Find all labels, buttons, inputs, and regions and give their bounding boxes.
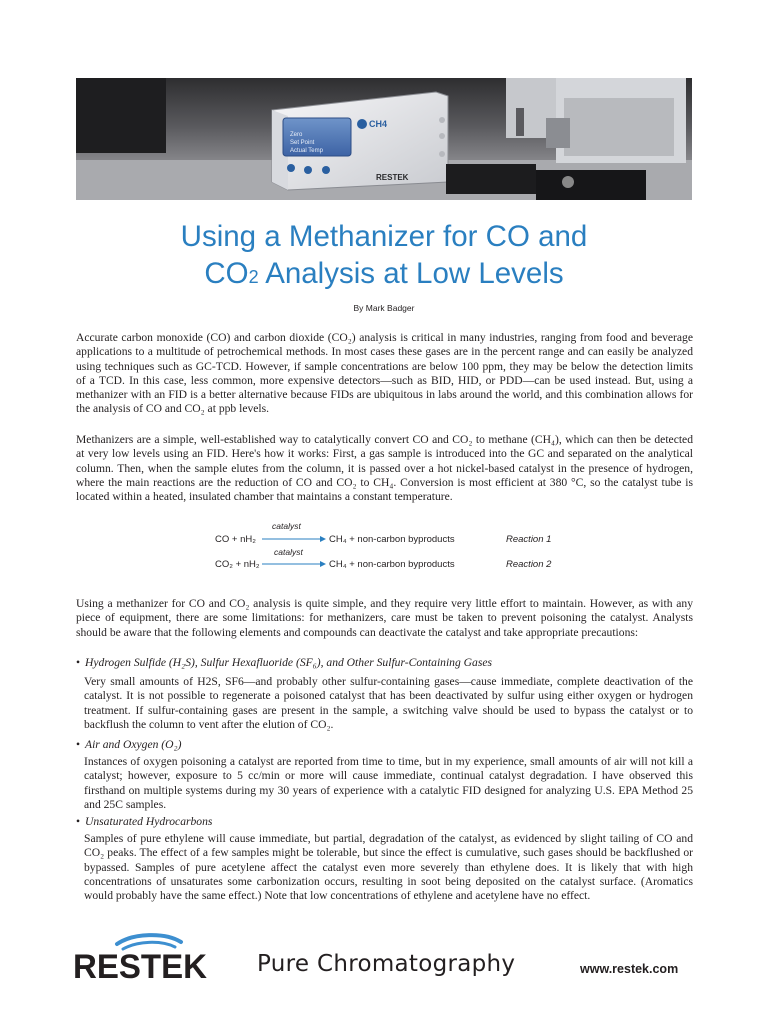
svg-text:RESTEK: RESTEK [376,173,409,182]
bullet-heading-hydrocarbons: • Unsaturated Hydrocarbons [76,815,213,828]
page-title [0,218,768,296]
reaction-2-products: CH₄ + non-carbon byproducts [329,559,455,570]
bullet-body-oxygen: Instances of oxygen poisoning a catalyst are reported from time to time, but in my experience, small amounts of air will not kill a catalyst; however, exposure to 5 cc/min or more will cause immediate, continual catalyst degradation. I have observed this firsthand on multiple systems during my 30 years of experience with a catalytic FID designed for analyzing U.S. EPA Method 25 and 25C samples. [84,755,693,811]
reaction-2-reactants: CO₂ + nH₂ [215,559,260,570]
reaction-1-reactants: CO + nH₂ [215,534,256,545]
paragraph-limitations: Using a methanizer for CO and CO₂ analysis is quite simple, and they require very little effort to maintain. However, as with any piece of equipment, there are some limitations: for methanizers, care must be taken to prevent poisoning the catalyst. Analysts should be aware that the following elements and compounds can deactivate the catalyst and take appropriate precautions: [76,597,693,639]
reaction-2-catalyst: catalyst [274,547,303,557]
website-link[interactable]: www.restek.com [580,962,679,976]
tagline: Pure Chromatography [257,951,516,977]
bullet-heading-oxygen: • Air and Oxygen (O₂) [76,738,182,751]
bullet-heading-sulfur: • Hydrogen Sulfide (H₂S), Sulfur Hexafluoride (SF₆), and Other Sulfur-Containing Gases [76,656,493,669]
byline: By Mark Badger [353,303,415,313]
reaction-1-products: CH₄ + non-carbon byproducts [329,534,455,545]
title-line-2: CO2 Analysis at Low Levels [204,257,564,290]
svg-text:RESTEK: RESTEK [73,948,207,982]
bullet-body-sulfur: Very small amounts of H2S, SF6—and probably other sulfur-containing gases—cause immediate, complete deactivation of the catalyst. It is not possible to regenerate a poisoned catalyst that has been deactivated by sulfur using either oxygen or hydrogen treatment. If sulfur-containing gases are present in the sample, a switching valve should be used to bypass the catalyst or to backflush the column to vent after the elution of CO₂. [84,675,693,731]
svg-text:CH4: CH4 [369,119,388,129]
reaction-2-arrow-icon [262,560,326,568]
title-line-1: Using a Methanizer for CO and [180,220,588,253]
paragraph-intro: Accurate carbon monoxide (CO) and carbon dioxide (CO₂) analysis is critical in many industries, ranging from food and beverage applications to a multitude of petrochemical methods. In most cases these gases are in the percent range and can easily be analyzed using techniques such as GC-TCD. However, if sample concentrations are below 100 ppm, they may be below the detection limits of a TCD. In this case, less common, more expensive detectors—such as BID, HID, or PDD—can be used instead. But, using a methanizer with an FID is a better alternative because FIDs are ubiquitous in labs around the world, and this combination allows for the analysis of CO and CO₂ at ppb levels. [76,331,693,416]
svg-text:Actual Temp: Actual Temp [290,148,323,154]
reaction-1-label: Reaction 1 [506,534,552,545]
reaction-2-label: Reaction 2 [506,559,552,570]
methanizer-device-image [76,78,692,200]
bullet-body-hydrocarbons: Samples of pure ethylene will cause immediate, but partial, degradation of the catalyst, as evidenced by slight tailing of CO and CO₂ peaks. The effect of a few samples might be tolerable, but since the effect is cumulative, such gases should be backflushed or bypassed. Samples of pure acetylene affect the catalyst even more severely than ethylene does. It is likely that with high concentrations of unsaturates some carbonization occurs, resulting in soot being deposited on the catalyst surface. (Aromatics would probably have the same effect.) Note that low concentrations of ethylene and acetylene have no effect. [84,832,693,903]
paragraph-methanizer: Methanizers are a simple, well-established way to catalytically convert CO and CO₂ to methane (CH₄), which can then be detected at very low levels using an FID. Here's how it works: First, a gas sample is introduced into the GC and separated on the analytical column. Then, when the sample elutes from the column, it is passed over a hot nickel-based catalyst in the presence of hydrogen, where the main reactions are the reduction of CO and CO₂ to CH₄. Conversion is most efficient at 380 °C, so the catalyst tube is located within a heated, insulated chamber that maintains a constant temperature. [76,433,693,504]
hero-photo [76,78,692,200]
reaction-1-catalyst: catalyst [272,521,301,531]
reaction-1-arrow-icon [262,535,326,543]
restek-logo [73,930,207,982]
restek-logo-icon [73,930,207,982]
svg-text:Set Point: Set Point [290,140,315,146]
svg-text:Zero: Zero [290,132,303,138]
